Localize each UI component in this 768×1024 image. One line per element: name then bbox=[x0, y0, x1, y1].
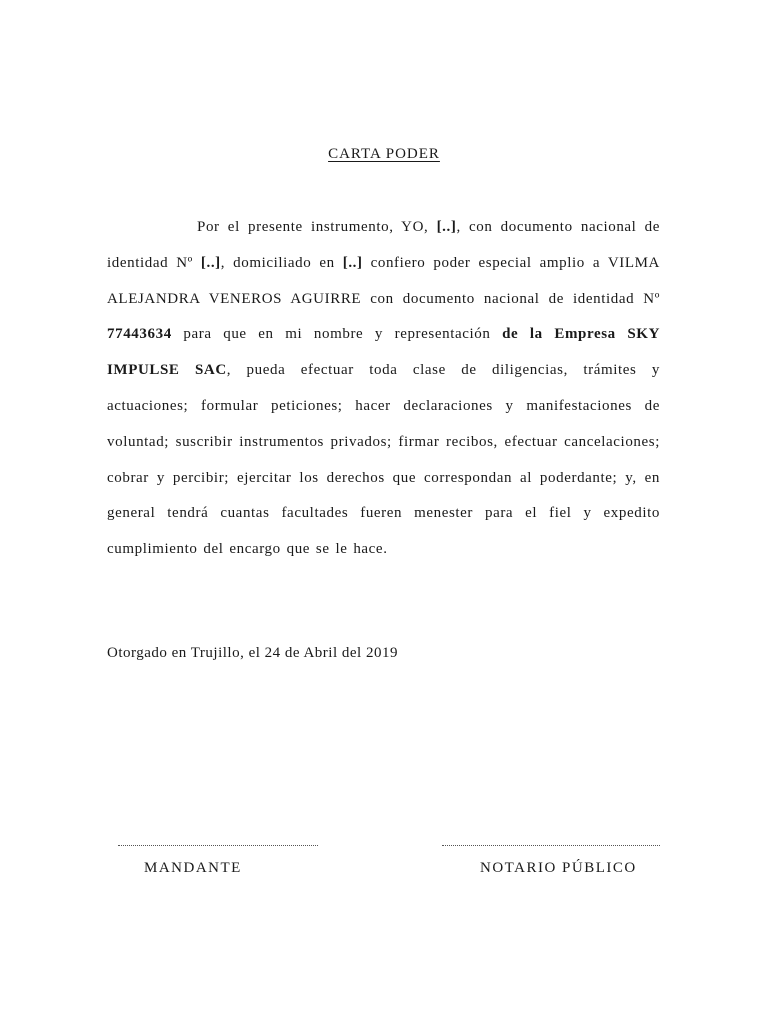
grantor-id-placeholder: [..] bbox=[200, 254, 221, 271]
notary-signature-line bbox=[442, 845, 660, 846]
body-text-3: , domiciliado en bbox=[220, 254, 343, 271]
mandante-label: MANDANTE bbox=[144, 860, 242, 876]
body-text-4: confiero poder especial amplio a VILMA ALEJANDRA VENEROS AGUIRRE con documento nacional de identidad Nº bbox=[107, 254, 660, 307]
grantor-address-placeholder: [..] bbox=[342, 254, 363, 271]
attorney-id-number: 77443634 bbox=[107, 326, 172, 343]
mandante-signature-line bbox=[118, 845, 318, 846]
body-text-6: , pueda efectuar toda clase de diligencias, trámites y actuaciones; formular peticiones; hacer declaraciones y manifestaciones de voluntad; suscribir instrumentos privados; firmar recibos, efectuar cancelaciones; cobrar y percibir; ejercitar los derechos que correspondan al poderdante; y, en general tendrá cuantas facultades fueren menester para el fiel y expedito cumplimiento del encargo que se le hace. bbox=[107, 362, 661, 558]
notary-label: NOTARIO PÚBLICO bbox=[480, 860, 637, 876]
document-title: CARTA PODER bbox=[328, 146, 440, 162]
grantor-name-placeholder: [..] bbox=[436, 219, 457, 235]
closing-line: Otorgado en Trujillo, el 24 de Abril del 2019 bbox=[107, 645, 398, 661]
body-text-5: para que en mi nombre y representación bbox=[171, 326, 503, 343]
body-text-1: Por el presente instrumento, YO, bbox=[197, 219, 437, 235]
body-paragraph bbox=[107, 210, 660, 568]
body-text-2: , con documento nacional de identidad Nº bbox=[107, 219, 660, 271]
company-name: de la Empresa SKY IMPULSE SAC bbox=[107, 326, 661, 379]
